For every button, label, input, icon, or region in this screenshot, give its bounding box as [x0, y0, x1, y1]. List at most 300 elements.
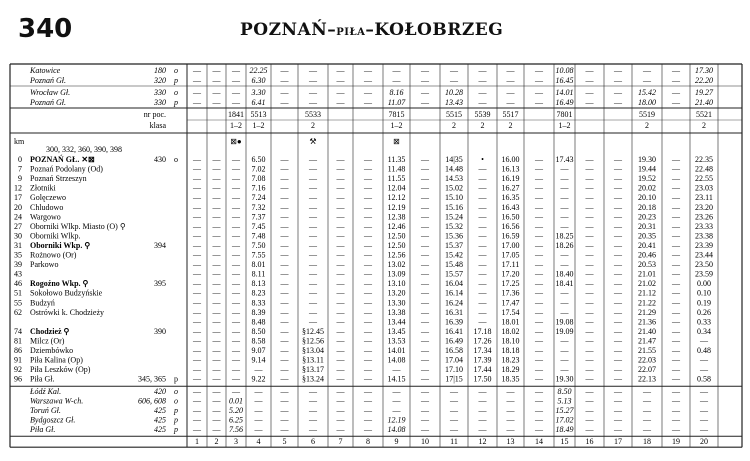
time-cell: 7.45: [251, 221, 266, 231]
time-cell: 23.39: [695, 240, 713, 250]
empty-cell: —: [585, 336, 594, 346]
empty-cell: —: [560, 212, 569, 222]
empty-cell: —: [672, 269, 680, 279]
empty-cell: —: [212, 193, 221, 203]
time-cell: 16.04: [445, 279, 463, 289]
time-cell: 17.36: [501, 288, 520, 298]
time-cell: §12.56: [302, 336, 324, 346]
empty-cell: —: [672, 231, 680, 241]
empty-cell: —: [309, 88, 317, 97]
empty-cell: —: [212, 365, 221, 375]
empty-cell: —: [506, 415, 515, 425]
empty-cell: —: [585, 88, 594, 97]
class-label: klasa: [149, 121, 166, 130]
time-cell: 16.19: [501, 174, 520, 184]
time-cell: 20.10: [638, 193, 656, 203]
arrival-departure-mark: o: [174, 88, 178, 97]
empty-cell: —: [672, 76, 680, 85]
column-number: 4: [256, 437, 261, 447]
empty-cell: —: [672, 221, 680, 231]
empty-cell: —: [336, 317, 345, 327]
empty-cell: —: [193, 66, 201, 75]
train-number: 5517: [502, 110, 519, 119]
empty-cell: —: [193, 288, 201, 298]
empty-cell: —: [232, 202, 240, 212]
empty-cell: —: [535, 202, 543, 212]
time-cell: 15.42: [445, 250, 463, 260]
empty-cell: —: [672, 406, 680, 415]
station-km: 91: [14, 355, 22, 365]
empty-cell: —: [309, 212, 317, 222]
station-km: 92: [14, 365, 22, 375]
empty-cell: —: [478, 240, 487, 250]
time-cell: 17.54: [501, 307, 520, 317]
empty-cell: —: [478, 298, 487, 308]
empty-cell: —: [309, 76, 317, 85]
empty-cell: —: [614, 298, 622, 308]
time-cell: 10.28: [445, 88, 463, 97]
time-cell: 17.43: [555, 155, 574, 164]
empty-cell: —: [614, 288, 622, 298]
time-cell: 14.15: [387, 374, 406, 384]
time-cell: 8.11: [251, 269, 266, 279]
station-name: Golęczewo: [30, 193, 66, 203]
empty-cell: —: [364, 365, 372, 375]
empty-cell: —: [232, 183, 240, 193]
empty-cell: —: [193, 346, 201, 355]
empty-cell: —: [585, 193, 594, 203]
time-cell: 21.36: [638, 317, 656, 327]
time-cell: 23.11: [695, 193, 713, 203]
empty-cell: —: [280, 355, 289, 365]
time-cell: 18.29: [501, 365, 520, 375]
time-cell: 8.50: [251, 326, 266, 336]
empty-cell: —: [193, 336, 201, 346]
empty-cell: —: [535, 212, 543, 222]
empty-cell: —: [585, 269, 594, 279]
time-cell: 21.29: [638, 307, 656, 317]
empty-cell: —: [392, 76, 401, 85]
empty-cell: —: [336, 212, 345, 222]
time-cell: 21.40: [695, 98, 713, 107]
empty-cell: —: [280, 98, 289, 107]
train-class: 2: [645, 121, 649, 130]
empty-cell: —: [193, 307, 201, 317]
empty-cell: —: [309, 221, 317, 231]
time-cell: 16.13: [501, 164, 520, 174]
empty-cell: —: [309, 202, 317, 212]
empty-cell: —: [212, 174, 221, 184]
empty-cell: —: [643, 76, 651, 85]
time-cell: 7.48: [251, 231, 266, 241]
station-km: 0: [18, 155, 22, 164]
empty-cell: —: [560, 183, 569, 193]
empty-cell: —: [421, 66, 429, 75]
time-cell: 21.01: [638, 269, 656, 279]
empty-cell: —: [560, 346, 569, 355]
empty-cell: —: [535, 336, 543, 346]
time-cell: 14.08: [387, 424, 406, 434]
empty-cell: —: [254, 415, 263, 425]
empty-cell: —: [585, 202, 594, 212]
time-cell: 23.20: [695, 202, 713, 212]
arrival-departure-mark: p: [174, 415, 178, 425]
time-cell: 17.39: [473, 355, 492, 365]
time-cell: 13.20: [387, 288, 406, 298]
empty-cell: —: [392, 66, 401, 75]
empty-cell: —: [232, 288, 240, 298]
station-name: Piła Leszków (Op): [30, 365, 91, 375]
empty-cell: —: [478, 387, 487, 397]
empty-cell: —: [421, 415, 429, 425]
empty-cell: —: [212, 212, 221, 222]
time-cell: 20.02: [638, 183, 656, 193]
empty-cell: —: [506, 387, 515, 397]
station-name: Ostrówki k. Chodzieży: [30, 307, 104, 317]
empty-cell: —: [700, 406, 708, 415]
empty-cell: —: [421, 98, 429, 107]
empty-cell: —: [585, 374, 594, 384]
empty-cell: —: [614, 260, 622, 270]
empty-cell: —: [506, 406, 515, 415]
empty-cell: —: [614, 355, 622, 365]
empty-cell: —: [535, 415, 543, 425]
empty-cell: —: [232, 231, 240, 241]
empty-cell: —: [280, 212, 289, 222]
empty-cell: —: [614, 424, 622, 434]
empty-cell: —: [421, 326, 429, 336]
empty-cell: —: [336, 415, 345, 425]
time-cell: 6.50: [251, 155, 266, 164]
column-number: 15: [560, 437, 569, 447]
time-cell: 17.26: [473, 336, 492, 346]
train-class: 1–2: [390, 121, 403, 130]
station-km: 31: [14, 240, 22, 250]
time-cell: 18.26: [555, 240, 574, 250]
empty-cell: —: [421, 307, 429, 317]
time-cell: 22.35: [695, 155, 713, 164]
empty-cell: —: [232, 387, 240, 397]
empty-cell: —: [392, 365, 401, 375]
empty-cell: —: [672, 66, 680, 75]
time-cell: 0.58: [697, 374, 711, 384]
empty-cell: —: [585, 164, 594, 174]
time-cell: 19.27: [695, 88, 713, 97]
empty-cell: —: [364, 307, 372, 317]
column-number: 1: [195, 437, 199, 447]
train-number: 7815: [388, 110, 405, 119]
empty-cell: —: [614, 164, 622, 174]
empty-cell: —: [478, 231, 487, 241]
empty-cell: —: [478, 307, 487, 317]
empty-cell: —: [535, 355, 543, 365]
empty-cell: —: [309, 415, 317, 425]
empty-cell: —: [336, 298, 345, 308]
time-cell: 17|15: [445, 374, 463, 384]
empty-cell: —: [672, 415, 680, 425]
time-cell: 22.25: [249, 66, 268, 75]
time-cell: 16.14: [445, 288, 463, 298]
empty-cell: —: [254, 396, 263, 406]
time-cell: 17.11: [501, 260, 520, 270]
empty-cell: —: [585, 240, 594, 250]
empty-cell: —: [309, 317, 317, 327]
empty-cell: —: [280, 387, 289, 397]
empty-cell: —: [212, 221, 221, 231]
time-cell: 14.08: [387, 355, 406, 365]
empty-cell: —: [212, 76, 221, 85]
time-cell: 23.33: [695, 221, 713, 231]
time-cell: 21.40: [638, 326, 656, 336]
empty-cell: —: [193, 279, 201, 289]
empty-cell: —: [336, 66, 345, 75]
time-cell: 18.35: [501, 374, 520, 384]
empty-cell: —: [672, 174, 680, 184]
connections-note: 300, 332, 360, 390, 398: [46, 145, 122, 154]
empty-cell: —: [280, 298, 289, 308]
connection-km: 606, 608: [138, 396, 166, 406]
empty-cell: —: [309, 164, 317, 174]
empty-cell: —: [193, 355, 201, 365]
empty-cell: —: [212, 288, 221, 298]
empty-cell: —: [193, 387, 201, 397]
empty-cell: —: [672, 336, 680, 346]
empty-cell: —: [421, 221, 429, 231]
empty-cell: —: [614, 346, 622, 355]
empty-cell: —: [232, 212, 240, 222]
time-cell: 11.07: [387, 98, 406, 107]
station-name: Piła Gł.: [30, 374, 55, 384]
station-name: Oborniki Wlkp.: [30, 231, 81, 241]
time-cell: 7.02: [251, 164, 266, 174]
time-cell: 14.48: [445, 164, 463, 174]
title-dash-1: –: [327, 20, 337, 40]
empty-cell: —: [280, 307, 289, 317]
empty-cell: —: [614, 387, 622, 397]
station-name: Chludowo: [30, 202, 64, 212]
empty-cell: —: [309, 260, 317, 270]
empty-cell: —: [535, 326, 543, 336]
empty-cell: —: [585, 307, 594, 317]
empty-cell: —: [535, 317, 543, 327]
empty-cell: —: [232, 365, 240, 375]
connection-station: Bydgoszcz Gł.: [30, 415, 76, 425]
time-cell: 20.46: [638, 250, 656, 260]
empty-cell: —: [364, 288, 372, 298]
connection-station: Poznań Gł.: [30, 76, 66, 85]
time-cell: 18.10: [501, 336, 520, 346]
empty-cell: —: [309, 250, 317, 260]
empty-cell: —: [614, 365, 622, 375]
empty-cell: —: [478, 279, 487, 289]
station-name: Budzyń: [30, 298, 55, 308]
empty-cell: —: [421, 269, 429, 279]
empty-cell: —: [506, 424, 515, 434]
time-cell: 0.34: [697, 326, 711, 336]
time-cell: 22.13: [638, 374, 656, 384]
empty-cell: —: [700, 415, 708, 425]
empty-cell: —: [614, 174, 622, 184]
station-table-ref: 395: [154, 279, 166, 289]
empty-cell: —: [421, 279, 429, 289]
time-cell: §13.17: [302, 365, 324, 375]
time-cell: 16.00: [501, 155, 520, 164]
empty-cell: —: [212, 406, 221, 415]
train-number: 5533: [305, 110, 321, 119]
empty-cell: —: [700, 396, 708, 406]
empty-cell: —: [364, 326, 372, 336]
time-cell: 20.35: [638, 231, 656, 241]
empty-cell: —: [212, 336, 221, 346]
time-cell: 23.50: [695, 260, 713, 270]
train-class: 2: [452, 121, 456, 130]
empty-cell: —: [193, 202, 201, 212]
empty-cell: —: [364, 221, 372, 231]
time-cell: 18.25: [555, 231, 574, 241]
empty-cell: —: [672, 250, 680, 260]
station-name: Złotniki: [30, 183, 56, 193]
empty-cell: —: [212, 317, 221, 327]
time-cell: 13.43: [445, 98, 463, 107]
empty-cell: —: [193, 424, 201, 434]
train-class: 1–2: [252, 121, 265, 130]
empty-cell: —: [535, 396, 543, 406]
empty-cell: —: [280, 317, 289, 327]
time-cell: 17.25: [501, 279, 520, 289]
empty-cell: —: [364, 66, 372, 75]
station-km: 86: [14, 346, 22, 355]
station-table-ref: 345, 365: [138, 374, 166, 384]
empty-cell: —: [478, 76, 487, 85]
empty-cell: —: [193, 76, 201, 85]
column-number: 18: [643, 437, 651, 447]
empty-cell: —: [535, 76, 543, 85]
time-cell: 15.42: [638, 88, 656, 97]
empty-cell: —: [535, 387, 543, 397]
time-cell: 18.23: [501, 355, 520, 365]
table-number: 340: [18, 14, 73, 44]
title-origin: POZNAŃ: [240, 20, 328, 40]
empty-cell: —: [614, 269, 622, 279]
empty-cell: —: [280, 193, 289, 203]
column-number: 2: [214, 437, 219, 447]
empty-cell: —: [336, 387, 345, 397]
time-cell: 22.20: [695, 76, 713, 85]
empty-cell: —: [232, 279, 240, 289]
arrival-departure-mark: p: [174, 98, 178, 107]
empty-cell: —: [672, 424, 680, 434]
time-cell: 8.01: [251, 260, 266, 270]
connection-station: Łódź Kal.: [30, 387, 62, 397]
empty-cell: —: [478, 88, 487, 97]
empty-cell: —: [232, 346, 240, 355]
empty-cell: —: [364, 183, 372, 193]
empty-cell: —: [672, 365, 680, 375]
empty-cell: —: [309, 183, 317, 193]
empty-cell: —: [421, 250, 429, 260]
empty-cell: —: [585, 66, 594, 75]
empty-cell: —: [535, 193, 543, 203]
empty-cell: —: [336, 183, 345, 193]
empty-cell: —: [700, 387, 708, 397]
time-cell: 16.31: [445, 307, 463, 317]
empty-cell: —: [280, 288, 289, 298]
time-cell: 16.35: [501, 193, 520, 203]
time-cell: 15.16: [445, 202, 463, 212]
empty-cell: —: [535, 88, 543, 97]
time-cell: 7.24: [251, 193, 266, 203]
time-cell: 18.00: [638, 98, 656, 107]
time-cell: 13.02: [387, 260, 406, 270]
time-cell: 6.30: [251, 76, 266, 85]
arrival-departure-mark: o: [174, 396, 178, 406]
empty-cell: —: [643, 415, 651, 425]
empty-cell: —: [309, 66, 317, 75]
arrival-departure-mark: o: [174, 155, 178, 164]
time-cell: 12.56: [387, 250, 406, 260]
empty-cell: —: [421, 374, 429, 384]
empty-cell: —: [364, 406, 372, 415]
empty-cell: —: [280, 406, 289, 415]
empty-cell: —: [560, 193, 569, 203]
empty-cell: —: [585, 326, 594, 336]
empty-cell: —: [672, 98, 680, 107]
time-cell: 15.37: [445, 240, 463, 250]
empty-cell: —: [614, 406, 622, 415]
time-cell: 23.26: [695, 212, 713, 222]
empty-cell: —: [280, 374, 289, 384]
time-cell: 0.26: [697, 307, 711, 317]
time-cell: 13.09: [387, 269, 406, 279]
empty-cell: —: [421, 202, 429, 212]
station-name: Parkowo: [30, 260, 59, 270]
empty-cell: —: [478, 424, 487, 434]
station-km: 24: [14, 212, 22, 222]
arrival-departure-mark: p: [174, 424, 178, 434]
empty-cell: —: [280, 336, 289, 346]
empty-cell: —: [614, 231, 622, 241]
empty-cell: —: [614, 88, 622, 97]
empty-cell: —: [336, 307, 345, 317]
empty-cell: —: [232, 298, 240, 308]
empty-cell: —: [700, 424, 708, 434]
time-cell: 21.47: [638, 336, 656, 346]
empty-cell: —: [421, 298, 429, 308]
station-name: POZNAŃ GŁ. ✕⊠: [30, 155, 95, 164]
empty-cell: —: [212, 326, 221, 336]
time-cell: 14.01: [555, 88, 574, 97]
time-cell: 19.52: [638, 174, 656, 184]
empty-cell: —: [280, 365, 289, 375]
empty-cell: —: [478, 288, 487, 298]
train-amenity-symbol: ⊠: [393, 137, 400, 146]
empty-cell: —: [336, 202, 345, 212]
time-cell: 15.32: [445, 221, 463, 231]
station-km: 39: [14, 260, 22, 270]
empty-cell: —: [450, 76, 458, 85]
empty-cell: —: [280, 221, 289, 231]
empty-cell: —: [560, 298, 569, 308]
empty-cell: —: [421, 387, 429, 397]
empty-cell: —: [280, 174, 289, 184]
time-cell: 8.16: [389, 88, 404, 97]
empty-cell: —: [193, 406, 201, 415]
empty-cell: —: [506, 76, 515, 85]
time-cell: 16.45: [555, 76, 574, 85]
empty-cell: —: [421, 346, 429, 355]
column-number: 5: [282, 437, 287, 447]
empty-cell: —: [212, 164, 221, 174]
